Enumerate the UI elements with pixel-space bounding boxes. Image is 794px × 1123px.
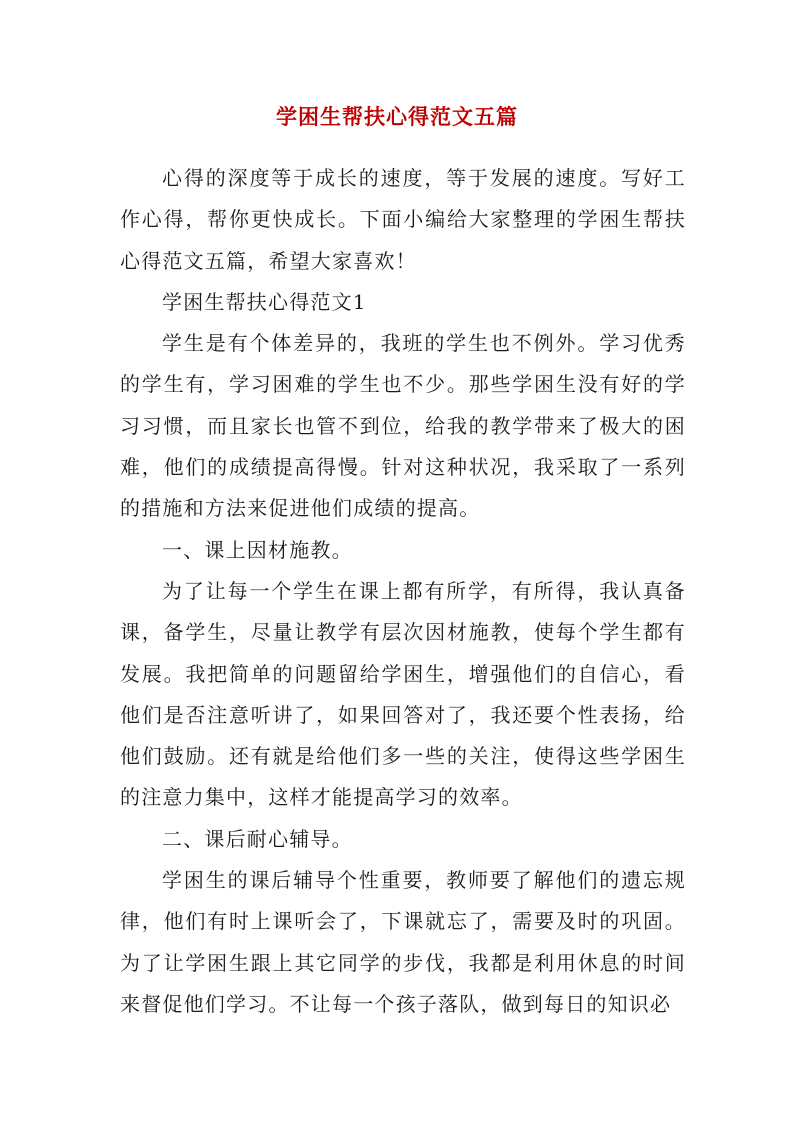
body-paragraph: 为了让每一个学生在课上都有所学，有所得，我认真备课，备学生，尽量让教学有层次因材施教，使每个学生都有发展。我把简单的问题留给学困生，增强他们的自信心，看他们是否注意听讲了，如果回答对了，我还要个性表扬，给他们鼓励。还有就是给他们多一些的关注，使得这些学困生的注意力集中，这样才能提高学习的效率。 xyxy=(120,578,686,810)
section-heading-essay-1: 学困生帮扶心得范文1 xyxy=(162,289,367,314)
intro-paragraph: 心得的深度等于成长的速度，等于发展的速度。写好工作心得，帮你更快成长。下面小编给大家整理的学困生帮扶心得范文五篇，希望大家喜欢！ xyxy=(120,166,686,273)
subheading-after-class: 二、课后耐心辅导。 xyxy=(162,826,353,851)
body-paragraph: 学生是有个体差异的，我班的学生也不例外。学习优秀的学生有，学习困难的学生也不少。那些学困生没有好的学习习惯，而且家长也管不到位，给我的教学带来了极大的困难，他们的成绩提高得慢。针对这种状况，我采取了一系列的措施和方法来促进他们成绩的提高。 xyxy=(120,331,686,521)
body-paragraph: 学困生的课后辅导个性重要，教师要了解他们的遗忘规律，他们有时上课听会了，下课就忘了，需要及时的巩固。为了让学困生跟上其它同学的步伐，我都是利用休息的时间来督促他们学习。不让每一个孩子落队，做到每日的知识必 xyxy=(120,868,686,1016)
document-body xyxy=(120,158,686,1025)
document-title: 学困生帮扶心得范文五篇 xyxy=(276,104,518,129)
subheading-in-class: 一、课上因材施教。 xyxy=(162,537,353,562)
